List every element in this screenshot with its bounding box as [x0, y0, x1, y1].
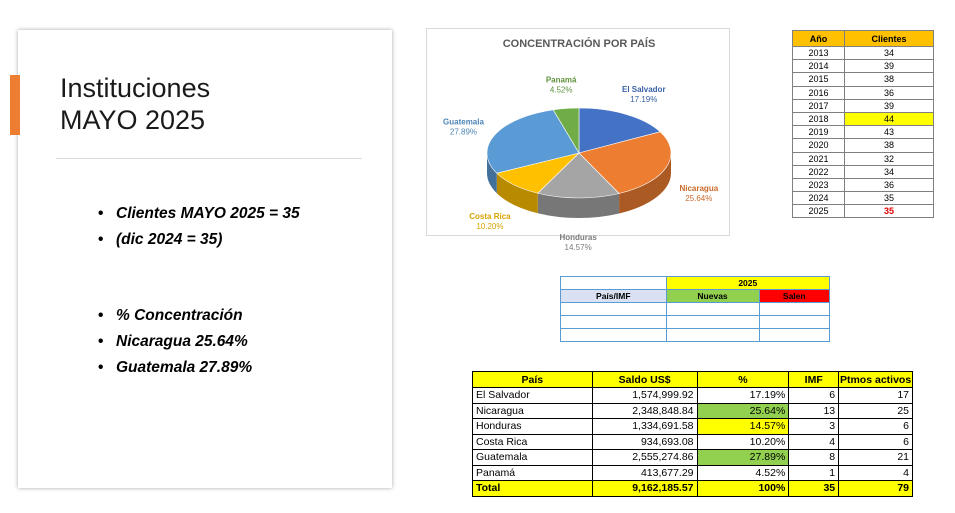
header-percent: % [697, 372, 789, 388]
percent-cell: 25.64% [697, 403, 789, 419]
table-row [793, 60, 934, 73]
year-cell: 2019 [793, 126, 845, 139]
country-cell: Nicaragua [473, 403, 593, 419]
table-row [561, 329, 830, 342]
empty-cell [561, 316, 667, 329]
active-loans-cell: 6 [839, 419, 913, 435]
empty-cell [561, 277, 667, 290]
table-row [793, 152, 934, 165]
clients-cell: 32 [844, 152, 933, 165]
active-loans-cell: 17 [839, 388, 913, 404]
active-loans-cell: 21 [839, 450, 913, 466]
bullet-list-clients [98, 201, 300, 253]
table-row [793, 139, 934, 152]
year-cell: 2025 [793, 205, 845, 218]
empty-cell [666, 316, 759, 329]
pie-label-value: 14.57% [564, 242, 592, 252]
balance-cell: 9,162,185.57 [592, 481, 697, 497]
clients-cell: 36 [844, 178, 933, 191]
imf-cell: 6 [789, 388, 839, 404]
header-country: País [473, 372, 593, 388]
percent-cell: 14.57% [697, 419, 789, 435]
country-cell: Panamá [473, 465, 593, 481]
clients-cell: 39 [844, 99, 933, 112]
table-row [793, 126, 934, 139]
balance-cell: 2,555,274.86 [592, 450, 697, 466]
empty-cell [759, 329, 829, 342]
bullet-item: • (dic 2024 = 35) [98, 227, 300, 253]
slide-title [60, 72, 210, 136]
pie-label-name: Nicaragua [679, 183, 719, 193]
year-cell: 2024 [793, 192, 845, 205]
empty-cell [666, 303, 759, 316]
table-row [793, 73, 934, 86]
year-cell: 2015 [793, 73, 845, 86]
clients-cell: 44 [844, 112, 933, 125]
table-row [793, 112, 934, 125]
year-cell: 2022 [793, 165, 845, 178]
percent-cell: 10.20% [697, 434, 789, 450]
imf-cell: 35 [789, 481, 839, 497]
table-row [473, 388, 913, 404]
clients-cell: 35 [844, 205, 933, 218]
empty-cell [666, 329, 759, 342]
table-row [793, 192, 934, 205]
pie-label-value: 27.89% [449, 127, 478, 137]
table-header-row [793, 31, 934, 47]
pie-label-name: Costa Rica [469, 212, 511, 222]
year-cell: 2023 [793, 178, 845, 191]
balance-cell: 1,574,999.92 [592, 388, 697, 404]
pie-label-value: 17.19% [630, 95, 658, 105]
header-year: Año [793, 31, 845, 47]
title-line-1: Instituciones [60, 73, 211, 103]
imf-cell: 3 [789, 419, 839, 435]
active-loans-cell: 25 [839, 403, 913, 419]
imf-cell: 8 [789, 450, 839, 466]
pie-label-value: 4.52% [549, 85, 573, 95]
pie-label-value: 10.20% [476, 222, 504, 232]
bullet-item: • Clientes MAYO 2025 = 35 [98, 201, 300, 227]
bullet-item: • % Concentración [98, 303, 252, 329]
pie-label-name: Guatemala [443, 117, 484, 127]
table-row [561, 277, 830, 290]
table-row [793, 86, 934, 99]
empty-cell [759, 303, 829, 316]
table-row [561, 316, 830, 329]
table-row [473, 403, 913, 419]
percent-cell: 4.52% [697, 465, 789, 481]
clients-cell: 39 [844, 60, 933, 73]
empty-cell [759, 316, 829, 329]
empty-cell [561, 303, 667, 316]
empty-cell [561, 329, 667, 342]
country-cell: Honduras [473, 419, 593, 435]
title-divider [56, 158, 362, 159]
country-cell: Guatemala [473, 450, 593, 466]
chart-title: CONCENTRACIÓN POR PAÍS [502, 38, 656, 50]
balance-cell: 1,334,691.58 [592, 419, 697, 435]
clients-cell: 35 [844, 192, 933, 205]
pie-chart [427, 29, 731, 252]
header-country-imf: País/IMF [561, 290, 667, 303]
table-row [793, 165, 934, 178]
percent-cell: 27.89% [697, 450, 789, 466]
table-row [473, 419, 913, 435]
header-active-loans: Ptmos activos [839, 373, 912, 386]
clients-cell: 38 [844, 73, 933, 86]
active-loans-cell: 79 [839, 481, 913, 497]
table-header-row [561, 290, 830, 303]
table-row [793, 47, 934, 60]
imf-cell: 1 [789, 465, 839, 481]
balance-cell: 934,693.08 [592, 434, 697, 450]
clients-cell: 34 [844, 165, 933, 178]
table-row [793, 99, 934, 112]
bullet-item: • Guatemala 27.89% [98, 355, 252, 381]
pie-label-name: El Salvador [621, 85, 666, 95]
table-row [473, 450, 913, 466]
accent-bar [10, 75, 20, 135]
pie-label-name: Honduras [559, 232, 597, 242]
year-cell: 2016 [793, 86, 845, 99]
table-header-row [473, 372, 913, 388]
balance-cell: 2,348,848.84 [592, 403, 697, 419]
year-cell: 2018 [793, 112, 845, 125]
active-loans-cell: 6 [839, 434, 913, 450]
clients-by-year-table [792, 30, 934, 218]
imf-cell: 4 [789, 434, 839, 450]
title-line-2: MAYO 2025 [60, 105, 206, 135]
year-cell: 2020 [793, 139, 845, 152]
year-cell: 2013 [793, 47, 845, 60]
country-cell: Costa Rica [473, 434, 593, 450]
active-loans-cell: 4 [839, 465, 913, 481]
clients-cell: 34 [844, 47, 933, 60]
bullet-list-concentration [98, 303, 252, 381]
new-leaving-table [560, 276, 830, 342]
table-row [473, 465, 913, 481]
pie-label-name: Panamá [545, 75, 577, 85]
table-row [473, 434, 913, 450]
total-row [473, 481, 913, 497]
pie-chart-card [426, 28, 730, 252]
percent-cell: 17.19% [697, 388, 789, 404]
balance-cell: 413,677.29 [592, 465, 697, 481]
table-row [561, 303, 830, 316]
percent-cell: 100% [697, 481, 789, 497]
table-row [793, 178, 934, 191]
table-row [793, 205, 934, 218]
year-header: 2025 [666, 277, 829, 290]
pie-label-value: 25.64% [685, 193, 713, 203]
bullet-item: • Nicaragua 25.64% [98, 329, 252, 355]
header-balance: Saldo US$ [592, 372, 697, 388]
header-imf: IMF [789, 372, 839, 388]
imf-cell: 13 [789, 403, 839, 419]
country-cell: El Salvador [473, 388, 593, 404]
country-balance-table [472, 371, 913, 497]
header-new: Nuevas [666, 290, 759, 303]
header-leaving: Salen [759, 290, 829, 303]
year-cell: 2017 [793, 99, 845, 112]
year-cell: 2021 [793, 152, 845, 165]
total-label: Total [473, 481, 593, 497]
clients-cell: 36 [844, 86, 933, 99]
clients-cell: 38 [844, 139, 933, 152]
clients-cell: 43 [844, 126, 933, 139]
year-cell: 2014 [793, 60, 845, 73]
header-clients: Clientes [844, 31, 933, 47]
